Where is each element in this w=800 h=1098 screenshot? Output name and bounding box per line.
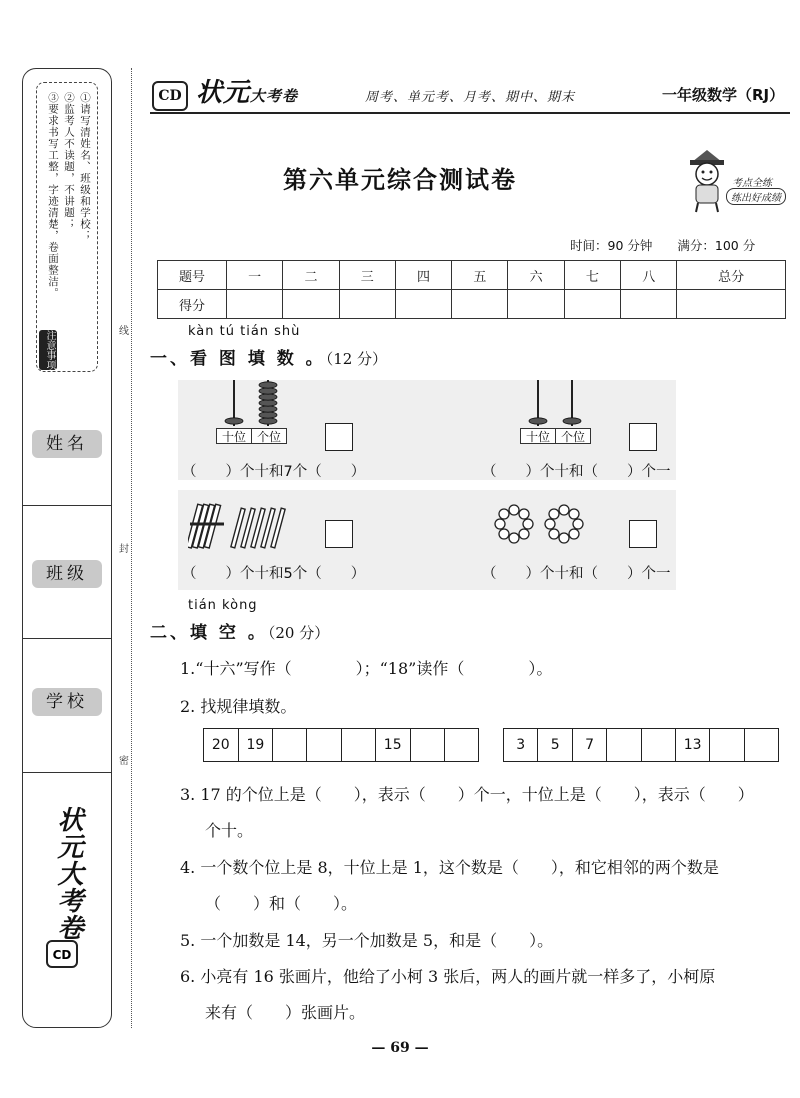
sequence-table-2 [503, 728, 779, 762]
cut-mark-seal: 封 [119, 544, 129, 555]
score-input-cell[interactable] [227, 290, 283, 319]
table-cell: 总分 [677, 261, 786, 290]
score-table [157, 260, 786, 319]
answer-box[interactable] [325, 423, 353, 451]
sequence-blank-cell[interactable] [710, 729, 744, 762]
table-cell: 六 [508, 261, 564, 290]
question-6-line-2[interactable]: 来有（ ）张画片。 [205, 1003, 366, 1022]
cut-line [131, 68, 132, 1028]
section2-title: 二、填 空 。 [150, 623, 268, 643]
sequence-blank-cell[interactable] [607, 729, 641, 762]
ones-place-label: 个位 [555, 428, 591, 444]
tens-place-label: 十位 [520, 428, 556, 444]
answer-box[interactable] [629, 520, 657, 548]
question-6-line-1: 6. 小亮有 16 张画片，他给了小柯 3 张后，两人的画片就一样多了，小柯原 [180, 967, 716, 986]
score-input-cell[interactable] [283, 290, 339, 319]
page-title: 第六单元综合测试卷 [283, 165, 517, 194]
section1-pinyin: kàn tú tián shù [188, 324, 301, 339]
mascot-slogan-2: 练出好成绩 [726, 188, 786, 205]
score-input-cell[interactable] [395, 290, 451, 319]
table-cell: 八 [621, 261, 677, 290]
sequence-blank-cell[interactable] [744, 729, 778, 762]
mascot-slogan-1: 考点全练 [732, 178, 772, 189]
section2-heading [150, 618, 329, 643]
answer-box[interactable] [325, 520, 353, 548]
sequence-cell: 7 [572, 729, 606, 762]
notice-line-3: ③要求书写工整，字迹清楚，卷面整洁。 [47, 92, 59, 299]
class-field-label[interactable]: 班级 [32, 560, 102, 588]
score-table-score-row [158, 290, 786, 319]
sequence-blank-cell[interactable] [410, 729, 444, 762]
table-cell: 得分 [158, 290, 227, 319]
table-cell: 七 [564, 261, 620, 290]
publisher-logo: CD [152, 81, 188, 111]
abacus-icon [216, 378, 286, 428]
sequence-blank-cell[interactable] [341, 729, 375, 762]
fill-blank-2[interactable]: （ ）个十和（ ）个一 [482, 464, 671, 480]
ones-place-label: 个位 [251, 428, 287, 444]
section2-points: （20 分） [267, 624, 330, 642]
sidebar-divider [22, 638, 112, 639]
notice-line-1: ①请写清姓名、班级和学校； [79, 92, 91, 242]
sequence-blank-cell[interactable] [444, 729, 478, 762]
sidebar-brand-text: 状元大考卷 [53, 806, 83, 941]
notice-title: 注意事项 [39, 330, 57, 370]
table-cell: 题号 [158, 261, 227, 290]
time-and-score-info: 时间：90 分钟 满分：100 分 [570, 238, 756, 253]
sequence-blank-cell[interactable] [273, 729, 307, 762]
publisher-logo-icon [46, 940, 78, 968]
table-cell: 四 [395, 261, 451, 290]
score-input-cell[interactable] [339, 290, 395, 319]
section2-pinyin: tián kòng [188, 598, 258, 613]
answer-box[interactable] [629, 423, 657, 451]
question-4-line-1[interactable]: 4. 一个数个位上是 8，十位上是 1，这个数是（ ），和它相邻的两个数是 [180, 858, 719, 877]
table-cell: 一 [227, 261, 283, 290]
counter-circles-icon [490, 500, 590, 552]
cut-mark-line: 线 [119, 326, 129, 337]
score-input-cell[interactable] [564, 290, 620, 319]
cut-mark-dense: 密 [119, 756, 129, 767]
score-input-cell[interactable] [452, 290, 508, 319]
svg-text:CD: CD [52, 948, 72, 962]
fill-blank-3[interactable]: （ ）个十和5个（ ） [182, 566, 366, 582]
fill-blank-1[interactable]: （ ）个十和7个（ ） [182, 464, 366, 480]
sidebar-divider [22, 772, 112, 773]
header-rule [150, 112, 790, 114]
sequence-blank-cell[interactable] [641, 729, 675, 762]
table-cell: 三 [339, 261, 395, 290]
question-5[interactable]: 5. 一个加数是 14，另一个加数是 5，和是（ ）。 [180, 931, 554, 950]
sequence-cell: 19 [238, 729, 273, 762]
table-cell: 五 [452, 261, 508, 290]
sequence-cell: 3 [504, 729, 538, 762]
question-2: 2. 找规律填数。 [180, 697, 297, 716]
mascot-illustration [680, 148, 786, 218]
score-input-cell[interactable] [508, 290, 564, 319]
abacus-icon [520, 378, 590, 428]
score-input-cell[interactable] [621, 290, 677, 319]
school-field-label[interactable]: 学校 [32, 688, 102, 716]
sidebar-divider [22, 505, 112, 506]
exam-types: 周考、单元考、月考、期中、期末 [365, 90, 576, 105]
question-3-line-1[interactable]: 3. 17 的个位上是（ ），表示（ ）个一，十位上是（ ），表示（ ） [180, 785, 754, 804]
sequence-cell: 5 [538, 729, 572, 762]
brand-main: 状元 [196, 78, 251, 108]
fill-blank-4[interactable]: （ ）个十和（ ）个一 [482, 566, 671, 582]
question-1[interactable]: 1.“十六”写作（ ）；“18”读作（ ）。 [180, 659, 553, 678]
section1-title: 一、看 图 填 数 。 [150, 349, 326, 369]
sequence-cell: 15 [375, 729, 410, 762]
notice-line-2: ②监考人不读题，不讲题； [63, 92, 75, 230]
score-table-header-row [158, 261, 786, 290]
counting-sticks-icon [188, 500, 288, 552]
name-field-label[interactable]: 姓名 [32, 430, 102, 458]
question-3-line-2: 个十。 [205, 821, 254, 840]
page-number: — 69 — [371, 1040, 429, 1056]
sequence-blank-cell[interactable] [307, 729, 341, 762]
question-4-line-2[interactable]: （ ）和（ ）。 [205, 894, 358, 913]
score-input-cell[interactable] [677, 290, 786, 319]
section1-heading [150, 344, 387, 369]
grade-label: 一年级数学（RJ） [662, 86, 785, 104]
sequence-table-1 [203, 728, 479, 762]
section1-points: （12 分） [325, 350, 388, 368]
sidebar-brand-logo [30, 800, 96, 970]
brand-title [196, 72, 298, 109]
table-cell: 二 [283, 261, 339, 290]
mascot-icon [684, 148, 730, 214]
sequence-cell: 20 [204, 729, 239, 762]
brand-suffix: 大考卷 [250, 87, 299, 105]
sequence-cell: 13 [675, 729, 710, 762]
tens-place-label: 十位 [216, 428, 252, 444]
